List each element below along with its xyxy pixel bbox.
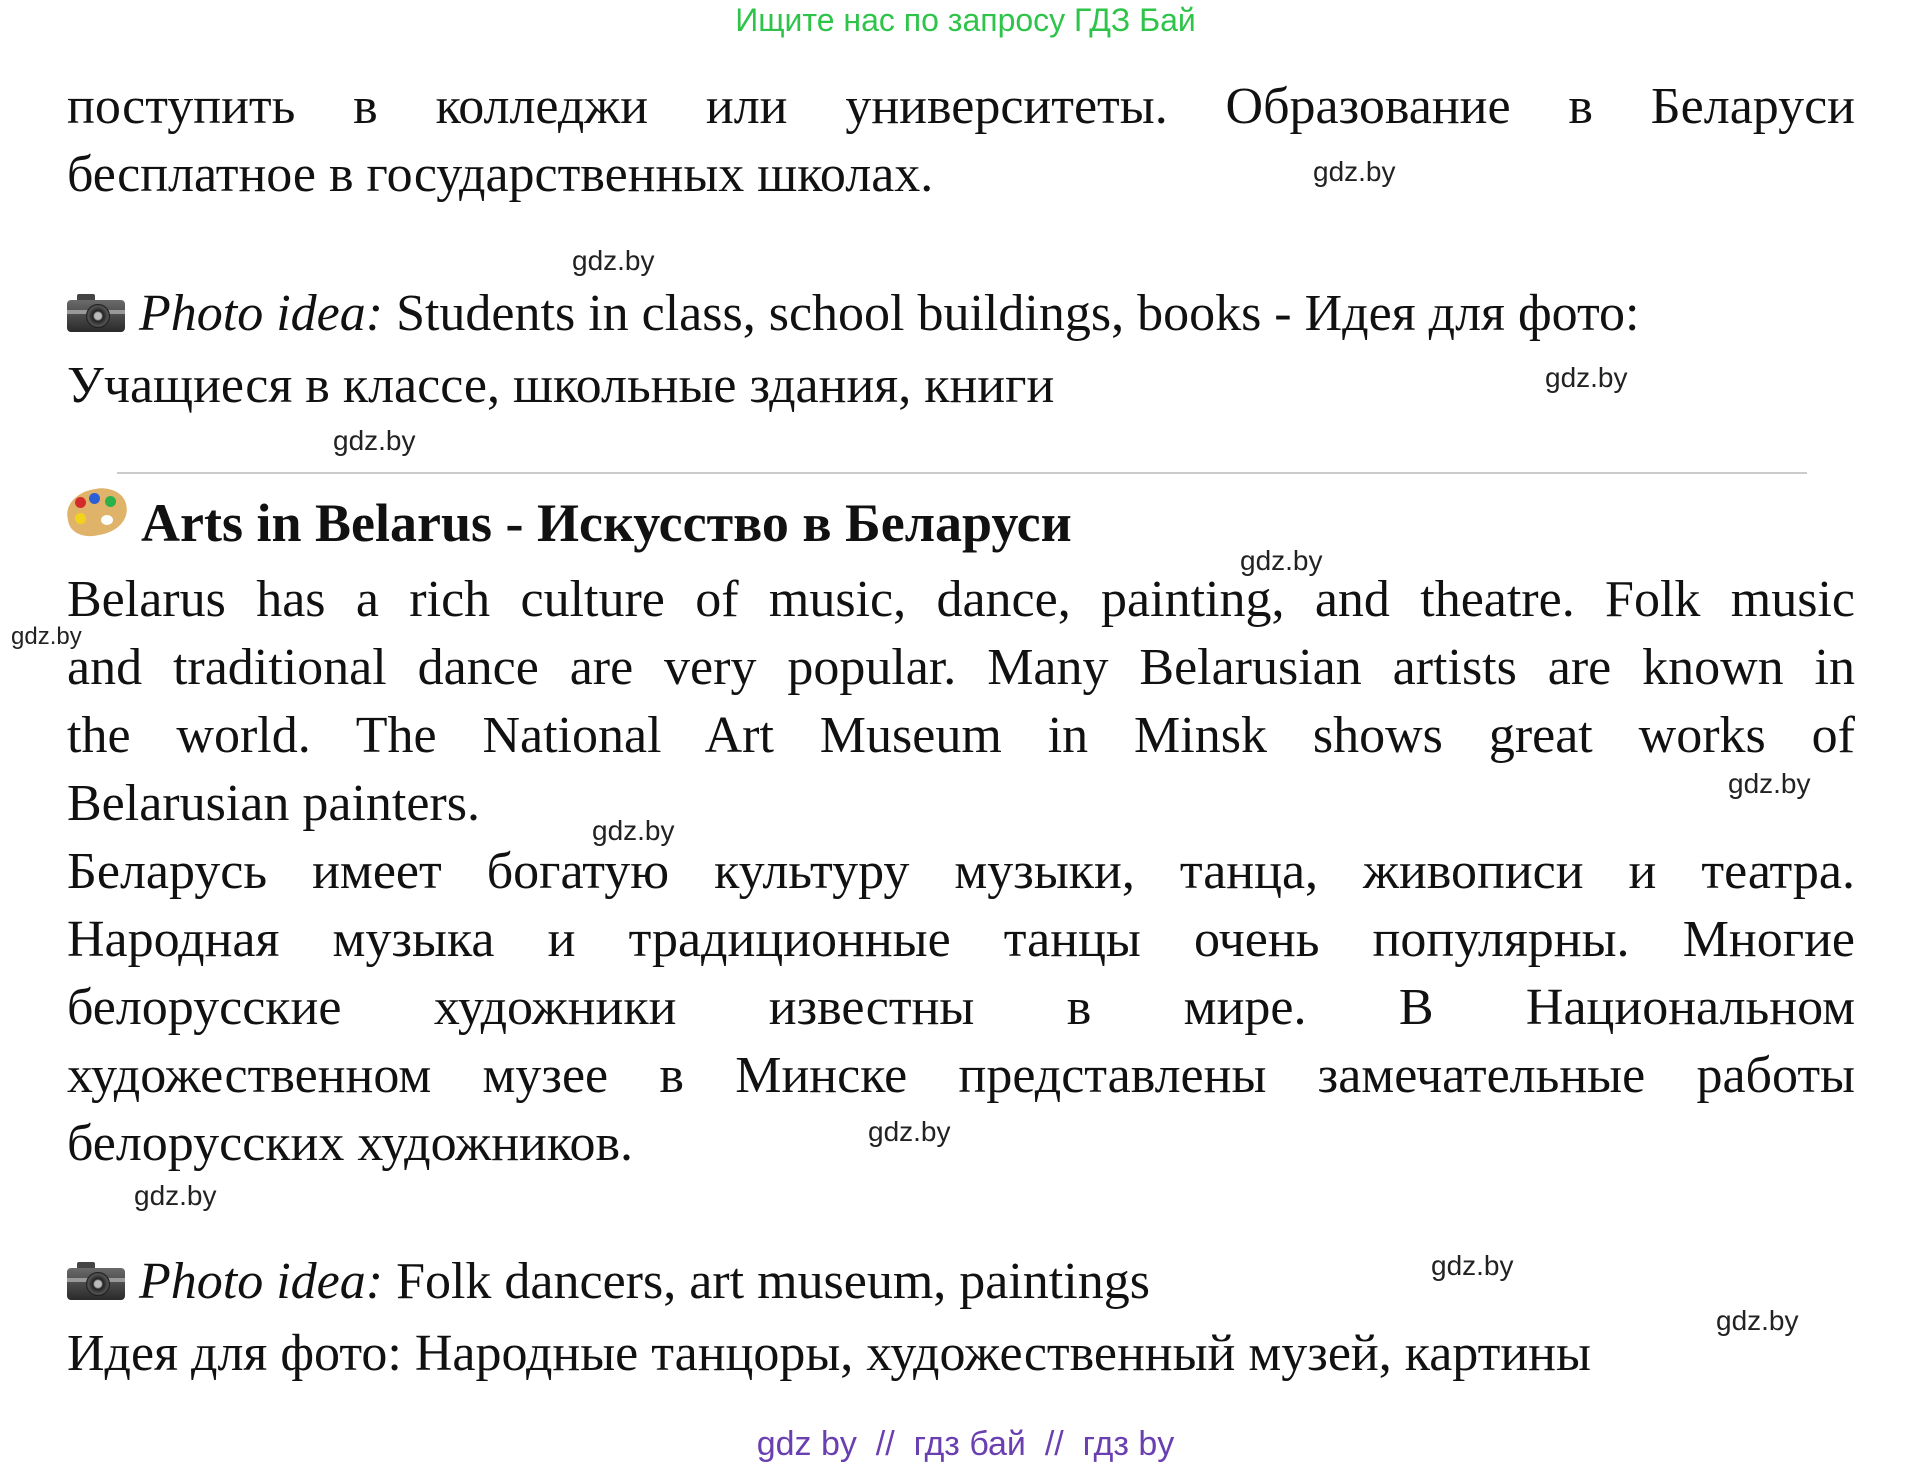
ru-line-4: художественном музее в Минске представлены замечательные работы bbox=[67, 1047, 1855, 1104]
watermark: gdz.by bbox=[134, 1180, 217, 1211]
ru-line-5: белорусских художников. bbox=[67, 1115, 634, 1172]
photo-idea-label: Photo idea: bbox=[139, 285, 384, 342]
photo-idea-2-line-2: Идея для фото: Народные танцоры, художественный музей, картины bbox=[67, 1325, 1591, 1382]
photo-idea-label: Photo idea: bbox=[139, 1253, 384, 1310]
section-heading-text: Arts in Belarus - Искусство в Беларуси bbox=[141, 493, 1072, 553]
watermark: gdz.by bbox=[1240, 545, 1323, 576]
english-paragraph bbox=[67, 566, 1855, 838]
en-line-1: Belarus has a rich culture of music, dance, painting, and theatre. Folk music bbox=[67, 571, 1855, 628]
intro-paragraph bbox=[67, 73, 1855, 209]
photo-idea-1 bbox=[67, 280, 1857, 348]
camera-icon bbox=[67, 292, 125, 332]
intro-line-1: поступить в колледжи или университеты. Образование в Беларуси bbox=[67, 78, 1855, 135]
ru-line-2: Народная музыка и традиционные танцы очень популярны. Многие bbox=[67, 911, 1855, 968]
en-line-3: the world. The National Art Museum in Minsk shows great works of bbox=[67, 707, 1855, 764]
watermark: gdz.by bbox=[868, 1116, 951, 1147]
watermark: gdz.by bbox=[1728, 768, 1811, 799]
photo-idea-1-line-2: Учащиеся в классе, школьные здания, книги bbox=[67, 357, 1055, 414]
camera-icon bbox=[67, 1260, 125, 1300]
en-line-2: and traditional dance are very popular. Many Belarusian artists are known in bbox=[67, 639, 1855, 696]
photo-idea-text: Students in class, school buildings, books - Идея для фото: bbox=[396, 285, 1640, 342]
section-divider bbox=[117, 472, 1807, 474]
en-line-4: Belarusian painters. bbox=[67, 775, 480, 832]
watermark: gdz.by bbox=[1431, 1250, 1514, 1281]
ru-line-1: Беларусь имеет богатую культуру музыки, танца, живописи и театра. bbox=[67, 843, 1855, 900]
section-heading bbox=[67, 488, 1072, 558]
ru-line-3: белорусские художники известны в мире. В Национальном bbox=[67, 979, 1855, 1036]
watermark: gdz.by bbox=[333, 425, 416, 456]
watermark: gdz.by bbox=[592, 815, 675, 846]
photo-idea-text: Folk dancers, art museum, paintings bbox=[396, 1253, 1150, 1310]
watermark: gdz.by bbox=[11, 623, 82, 650]
watermark: gdz.by bbox=[1545, 362, 1628, 393]
watermark: gdz.by bbox=[1716, 1305, 1799, 1336]
watermark: gdz.by bbox=[1313, 156, 1396, 187]
watermark: gdz.by bbox=[572, 245, 655, 276]
photo-idea-2 bbox=[67, 1248, 1857, 1316]
top-banner: Ищите нас по запросу ГДЗ Бай bbox=[735, 2, 1196, 38]
intro-line-2: бесплатное в государственных школах. bbox=[67, 146, 934, 203]
footer-links: gdz by // гдз бай // гдз by bbox=[756, 1425, 1175, 1463]
russian-paragraph bbox=[67, 838, 1855, 1178]
palette-icon bbox=[67, 489, 127, 539]
